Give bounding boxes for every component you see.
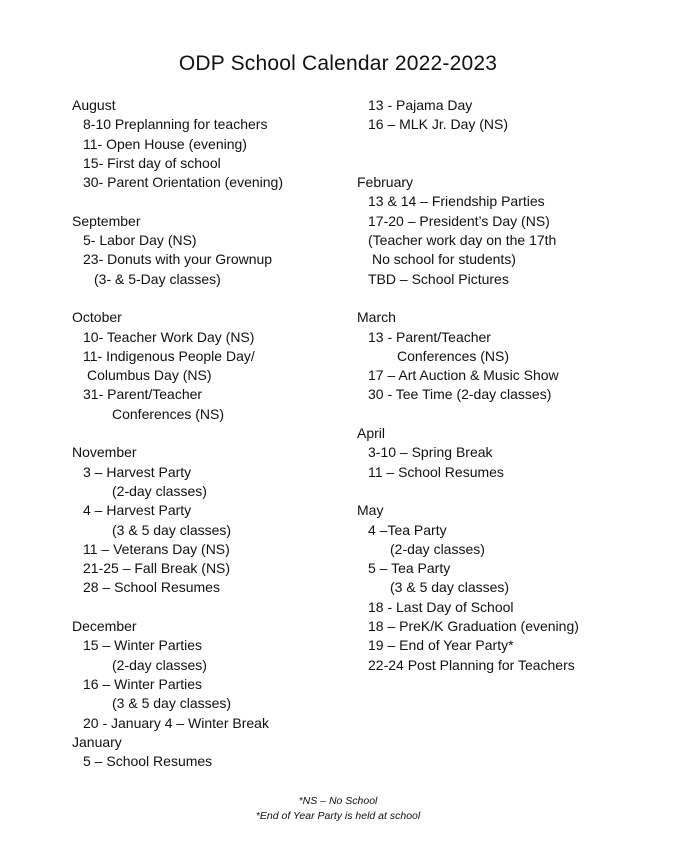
month-heading: November	[72, 444, 137, 461]
calendar-entry: 21-25 – Fall Break (NS)	[83, 560, 231, 577]
spacer	[72, 424, 352, 443]
month-heading: January	[72, 733, 122, 750]
footnotes	[0, 794, 676, 824]
calendar-entry: 16 – Winter Parties	[83, 675, 203, 692]
calendar-entry: (2-day classes)	[390, 540, 485, 557]
calendar-entry: (2-day classes)	[112, 656, 207, 673]
calendar-entry: 17-20 – President’s Day (NS)	[368, 212, 550, 229]
footnote-party: *End of Year Party is held at school	[255, 810, 421, 822]
calendar-entry: 4 –Tea Party	[368, 521, 447, 538]
month-heading: October	[72, 309, 122, 326]
right-column	[357, 96, 657, 675]
month-heading: April	[357, 425, 386, 442]
calendar-entry: Conferences (NS)	[397, 347, 510, 364]
calendar-entry: 11 – Veterans Day (NS)	[83, 540, 230, 557]
calendar-entry: No school for students)	[372, 251, 516, 268]
calendar-entry: 3 – Harvest Party	[83, 463, 192, 480]
calendar-entry: 13 - Parent/Teacher	[368, 328, 491, 345]
month-heading: December	[72, 618, 137, 635]
calendar-entry: 15- First day of school	[83, 154, 221, 171]
calendar-entry: 22-24 Post Planning for Teachers	[368, 656, 575, 673]
spacer	[357, 154, 657, 173]
calendar-entry: 15 – Winter Parties	[83, 637, 203, 654]
calendar-entry: (2-day classes)	[112, 482, 207, 499]
page-title: ODP School Calendar 2022-2023	[178, 52, 498, 75]
calendar-entry: 20 - January 4 – Winter Break	[83, 714, 269, 731]
spacer	[357, 405, 657, 424]
calendar-entry: 30 - Tee Time (2-day classes)	[368, 386, 552, 403]
spacer	[72, 598, 352, 617]
calendar-entry: 11- Indigenous People Day/	[83, 347, 255, 364]
calendar-entry: 31- Parent/Teacher	[83, 386, 203, 403]
calendar-entry: 23- Donuts with your Grownup	[83, 251, 273, 268]
calendar-entry: 10- Teacher Work Day (NS)	[83, 328, 255, 345]
spacer	[72, 192, 352, 211]
calendar-entry: 13 - Pajama Day	[368, 97, 473, 113]
month-heading: May	[357, 502, 384, 519]
calendar-entry: 19 – End of Year Party*	[368, 637, 514, 654]
calendar-entry: (3- & 5-Day classes)	[94, 270, 221, 287]
month-heading: August	[72, 97, 116, 113]
calendar-entry: 3-10 – Spring Break	[368, 444, 493, 461]
calendar-entry: (Teacher work day on the 17th	[368, 232, 557, 249]
calendar-entry: (3 & 5 day classes)	[390, 579, 510, 596]
left-column	[72, 96, 352, 771]
calendar-entry: 11- Open House (evening)	[83, 135, 247, 152]
spacer	[357, 289, 657, 308]
calendar-entry: 4 – Harvest Party	[83, 502, 192, 519]
calendar-entry: 11 – School Resumes	[368, 463, 504, 480]
calendar-entry: 8-10 Preplanning for teachers	[83, 116, 268, 133]
calendar-entry: 5- Labor Day (NS)	[83, 232, 197, 249]
calendar-entry: 16 – MLK Jr. Day (NS)	[368, 116, 509, 133]
calendar-entry: 13 & 14 – Friendship Parties	[368, 193, 545, 210]
footnote-ns: *NS – No School	[298, 795, 378, 807]
calendar-entry: 5 – School Resumes	[83, 753, 213, 770]
calendar-entry: 18 - Last Day of School	[368, 598, 514, 615]
calendar-entry: (3 & 5 day classes)	[112, 695, 232, 712]
calendar-entry: 30- Parent Orientation (evening)	[83, 174, 283, 191]
calendar-entry: 17 – Art Auction & Music Show	[368, 367, 559, 384]
calendar-entry: Columbus Day (NS)	[87, 367, 212, 384]
calendar-entry: TBD – School Pictures	[368, 270, 509, 287]
month-heading: March	[357, 309, 396, 326]
spacer	[72, 289, 352, 308]
spacer	[357, 482, 657, 501]
month-heading: September	[72, 212, 141, 229]
spacer	[357, 135, 657, 154]
calendar-entry: 18 – PreK/K Graduation (evening)	[368, 618, 579, 635]
month-heading: February	[357, 174, 414, 191]
calendar-entry: (3 & 5 day classes)	[112, 521, 232, 538]
calendar-entry: 5 – Tea Party	[368, 560, 451, 577]
calendar-entry: Conferences (NS)	[112, 405, 225, 422]
calendar-entry: 28 – School Resumes	[83, 579, 220, 596]
